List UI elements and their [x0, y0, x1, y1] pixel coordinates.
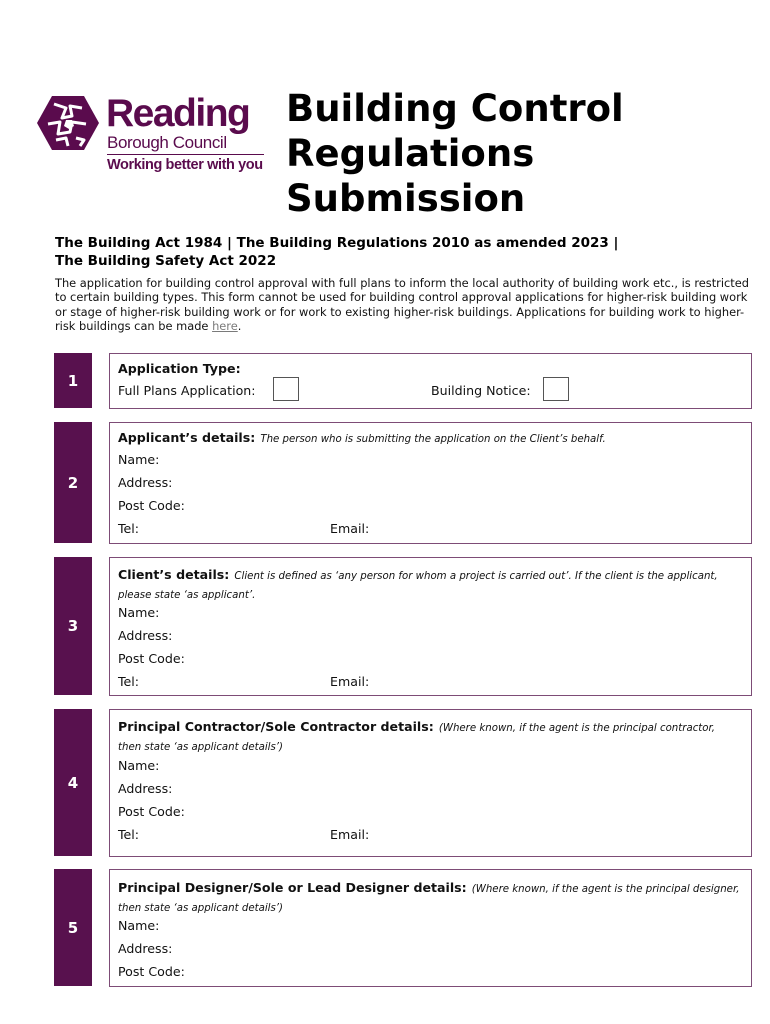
- section-1-number: 1: [54, 353, 92, 408]
- full-plans-label: Full Plans Application:: [118, 383, 256, 398]
- building-notice-checkbox[interactable]: [543, 377, 569, 401]
- section-3-label: Client’s details:: [118, 567, 230, 582]
- full-plans-checkbox[interactable]: [273, 377, 299, 401]
- section-3-heading: [118, 566, 741, 604]
- intro-text: The application for building control approval with full plans to inform the local authority of building work etc., is restricted to certain building types. This form cannot be used for building control approval applications for higher-risk building work or stage of higher-risk building work or for work to existing higher-risk buildings. Applications for building work to higher-risk buildings can be made: [55, 276, 749, 334]
- contractor-address-field[interactable]: Address:: [118, 781, 173, 796]
- section-5-number: 5: [54, 869, 92, 986]
- applicant-address-field[interactable]: Address:: [118, 475, 173, 490]
- council-logo: [36, 92, 268, 184]
- legislation-line-1: The Building Act 1984 | The Building Regulations 2010 as amended 2023 |: [55, 235, 619, 251]
- contractor-postcode-field[interactable]: Post Code:: [118, 804, 185, 819]
- section-2-number: 2: [54, 422, 92, 543]
- higher-risk-link[interactable]: here: [212, 319, 238, 334]
- client-tel-field[interactable]: Tel:: [118, 674, 140, 689]
- applicant-email-field[interactable]: Email:: [330, 521, 370, 536]
- page-title: [286, 86, 756, 221]
- section-4-principal-contractor-details: [109, 709, 752, 857]
- logo-subtitle: Borough Council: [107, 133, 227, 152]
- section-4-note: (Where known, if the agent is the principal contractor, then state ‘as applicant details’): [118, 723, 716, 753]
- section-5-note: (Where known, if the agent is the principal designer, then state ‘as applicant details’): [118, 884, 740, 914]
- section-5-heading: [118, 879, 741, 917]
- contractor-name-field[interactable]: Name:: [118, 758, 160, 773]
- designer-postcode-field[interactable]: Post Code:: [118, 964, 185, 979]
- client-email-field[interactable]: Email:: [330, 674, 370, 689]
- section-3-client-details: [109, 557, 752, 696]
- section-2-applicant-details: [109, 422, 752, 544]
- section-3-note: Client is defined as ‘any person for whom a project is carried out’. If the client is the applicant, please state ‘as applicant’.: [118, 571, 718, 601]
- section-4-number: 4: [54, 709, 92, 856]
- intro-paragraph: [55, 276, 755, 334]
- section-2-note: The person who is submitting the application on the Client’s behalf.: [260, 434, 606, 445]
- building-notice-label: Building Notice:: [431, 383, 531, 398]
- section-5-label: Principal Designer/Sole or Lead Designer details:: [118, 880, 467, 895]
- section-4-label: Principal Contractor/Sole Contractor details:: [118, 719, 434, 734]
- title-line-1: Building Control: [286, 87, 624, 130]
- applicant-tel-field[interactable]: Tel:: [118, 521, 140, 536]
- section-4-heading: [118, 718, 741, 756]
- client-address-field[interactable]: Address:: [118, 628, 173, 643]
- logo-divider: [107, 154, 264, 155]
- title-line-3: Submission: [286, 177, 526, 220]
- title-line-2: Regulations: [286, 132, 535, 175]
- client-postcode-field[interactable]: Post Code:: [118, 651, 185, 666]
- section-1-label: Application Type:: [118, 361, 241, 376]
- contractor-tel-field[interactable]: Tel:: [118, 827, 140, 842]
- section-5-principal-designer-details: [109, 869, 752, 987]
- section-3-number: 3: [54, 557, 92, 695]
- designer-name-field[interactable]: Name:: [118, 918, 160, 933]
- section-2-heading: [118, 429, 741, 448]
- intro-end: .: [237, 319, 242, 334]
- legislation-heading: [55, 234, 755, 270]
- applicant-postcode-field[interactable]: Post Code:: [118, 498, 185, 513]
- contractor-email-field[interactable]: Email:: [330, 827, 370, 842]
- logo-tagline: Working better with you: [107, 157, 263, 173]
- applicant-name-field[interactable]: Name:: [118, 452, 160, 467]
- designer-address-field[interactable]: Address:: [118, 941, 173, 956]
- logo-name: Reading: [106, 92, 250, 135]
- legislation-line-2: The Building Safety Act 2022: [55, 253, 277, 269]
- reading-emblem-icon: [36, 94, 100, 152]
- section-1-application-type: [109, 353, 752, 409]
- client-name-field[interactable]: Name:: [118, 605, 160, 620]
- section-2-label: Applicant’s details:: [118, 430, 256, 445]
